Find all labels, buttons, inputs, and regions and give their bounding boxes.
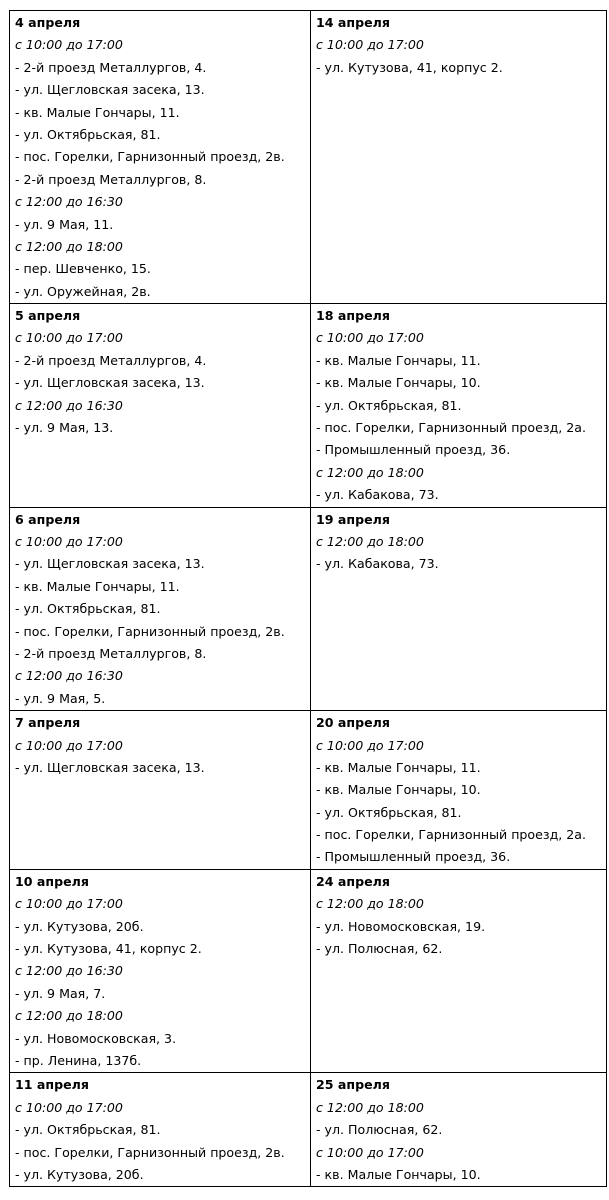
address-item: - ул. Щегловская засека, 13. — [15, 375, 205, 391]
address-item: - ул. 9 Мая, 5. — [15, 690, 106, 706]
time-range: с 12:00 до 18:00 — [316, 533, 424, 549]
address-item: - пер. Шевченко, 15. — [15, 261, 151, 277]
address-item: - ул. Кабакова, 73. — [316, 556, 439, 572]
address-item: - ул. Кутузова, 20б. — [15, 918, 144, 934]
schedule-row — [10, 869, 607, 1073]
schedule-row — [10, 1073, 607, 1187]
address-item: - ул. Кутузова, 41, корпус 2. — [316, 59, 503, 75]
day-date: 11 апреля — [15, 1077, 89, 1093]
day-cell — [311, 711, 607, 870]
time-range: с 10:00 до 17:00 — [15, 533, 123, 549]
address-item: - ул. 9 Мая, 11. — [15, 216, 114, 232]
address-item: - ул. Октябрьская, 81. — [316, 397, 462, 413]
time-range: с 10:00 до 17:00 — [316, 330, 424, 346]
day-cell — [311, 507, 607, 711]
address-item: - ул. 9 Мая, 13. — [15, 420, 114, 436]
address-item: - ул. Полюсная, 62. — [316, 1122, 443, 1138]
schedule-row — [10, 304, 607, 508]
day-date: 5 апреля — [15, 308, 81, 324]
address-item: - кв. Малые Гончары, 10. — [316, 375, 481, 391]
schedule-row — [10, 507, 607, 711]
time-range: с 12:00 до 16:30 — [15, 194, 123, 210]
address-item: - ул. Новомосковская, 3. — [15, 1030, 177, 1046]
day-cell — [311, 304, 607, 508]
time-range: с 12:00 до 18:00 — [316, 896, 424, 912]
time-range: с 10:00 до 17:00 — [15, 896, 123, 912]
day-cell — [10, 304, 311, 508]
time-range: с 12:00 до 16:30 — [15, 668, 123, 684]
address-item: - ул. Октябрьская, 81. — [15, 126, 161, 142]
time-range: с 12:00 до 18:00 — [316, 464, 424, 480]
time-range: с 12:00 до 18:00 — [15, 1008, 123, 1024]
address-item: - ул. Щегловская засека, 13. — [15, 759, 205, 775]
address-item: - ул. Октябрьская, 81. — [15, 1122, 161, 1138]
day-cell — [311, 1073, 607, 1187]
address-item: - ул. Кутузова, 41, корпус 2. — [15, 941, 202, 957]
day-date: 20 апреля — [316, 715, 390, 731]
address-item: - ул. Октябрьская, 81. — [316, 804, 462, 820]
time-range: с 10:00 до 17:00 — [15, 37, 123, 53]
day-cell — [10, 507, 311, 711]
address-item: - кв. Малые Гончары, 11. — [316, 352, 481, 368]
schedule-body — [10, 11, 607, 1187]
day-cell — [311, 869, 607, 1073]
address-item: - ул. Октябрьская, 81. — [15, 601, 161, 617]
day-date: 18 апреля — [316, 308, 390, 324]
day-date: 10 апреля — [15, 873, 89, 889]
time-range: с 12:00 до 18:00 — [15, 238, 123, 254]
day-cell — [311, 11, 607, 304]
time-range: с 10:00 до 17:00 — [15, 737, 123, 753]
address-item: - 2-й проезд Металлургов, 4. — [15, 352, 207, 368]
day-date: 19 апреля — [316, 511, 390, 527]
time-range: с 10:00 до 17:00 — [15, 1099, 123, 1115]
time-range: с 12:00 до 16:30 — [15, 397, 123, 413]
address-item: - пос. Горелки, Гарнизонный проезд, 2а. — [316, 827, 587, 843]
address-item: - ул. Кабакова, 73. — [316, 487, 439, 503]
address-item: - кв. Малые Гончары, 11. — [316, 759, 481, 775]
address-item: - кв. Малые Гончары, 11. — [15, 578, 180, 594]
address-item: - ул. Щегловская засека, 13. — [15, 82, 205, 98]
address-item: - 2-й проезд Металлургов, 4. — [15, 59, 207, 75]
address-item: - пос. Горелки, Гарнизонный проезд, 2в. — [15, 1144, 285, 1160]
day-cell — [10, 869, 311, 1073]
address-item: - ул. Щегловская засека, 13. — [15, 556, 205, 572]
schedule-table — [9, 10, 607, 1187]
day-date: 4 апреля — [15, 15, 81, 30]
day-date: 14 апреля — [316, 15, 390, 30]
day-cell — [10, 1073, 311, 1187]
address-item: - ул. Новомосковская, 19. — [316, 918, 486, 934]
time-range: с 10:00 до 17:00 — [15, 330, 123, 346]
address-item: - ул. Оружейная, 2в. — [15, 283, 151, 299]
address-item: - пос. Горелки, Гарнизонный проезд, 2а. — [316, 420, 587, 436]
time-range: с 10:00 до 17:00 — [316, 1144, 424, 1160]
address-item: - пос. Горелки, Гарнизонный проезд, 2в. — [15, 149, 285, 165]
day-cell — [10, 11, 311, 304]
time-range: с 12:00 до 18:00 — [316, 1099, 424, 1115]
time-range: с 10:00 до 17:00 — [316, 37, 424, 53]
address-item: - ул. Кутузова, 20б. — [15, 1166, 144, 1182]
schedule-row — [10, 711, 607, 870]
address-item: - пос. Горелки, Гарнизонный проезд, 2в. — [15, 623, 285, 639]
schedule-row — [10, 11, 607, 304]
address-item: - ул. Полюсная, 62. — [316, 941, 443, 957]
day-date: 6 апреля — [15, 511, 81, 527]
day-date: 25 апреля — [316, 1077, 390, 1093]
day-date: 24 апреля — [316, 873, 390, 889]
address-item: - пр. Ленина, 137б. — [15, 1052, 142, 1068]
address-item: - кв. Малые Гончары, 10. — [316, 1166, 481, 1182]
address-item: - ул. 9 Мая, 7. — [15, 985, 106, 1001]
day-date: 7 апреля — [15, 715, 81, 731]
day-cell — [10, 711, 311, 870]
time-range: с 12:00 до 16:30 — [15, 963, 123, 979]
address-item: - кв. Малые Гончары, 10. — [316, 782, 481, 798]
address-item: - Промышленный проезд, 36. — [316, 849, 511, 865]
address-item: - 2-й проезд Металлургов, 8. — [15, 645, 207, 661]
address-item: - 2-й проезд Металлургов, 8. — [15, 171, 207, 187]
address-item: - кв. Малые Гончары, 11. — [15, 104, 180, 120]
address-item: - Промышленный проезд, 36. — [316, 442, 511, 458]
time-range: с 10:00 до 17:00 — [316, 737, 424, 753]
